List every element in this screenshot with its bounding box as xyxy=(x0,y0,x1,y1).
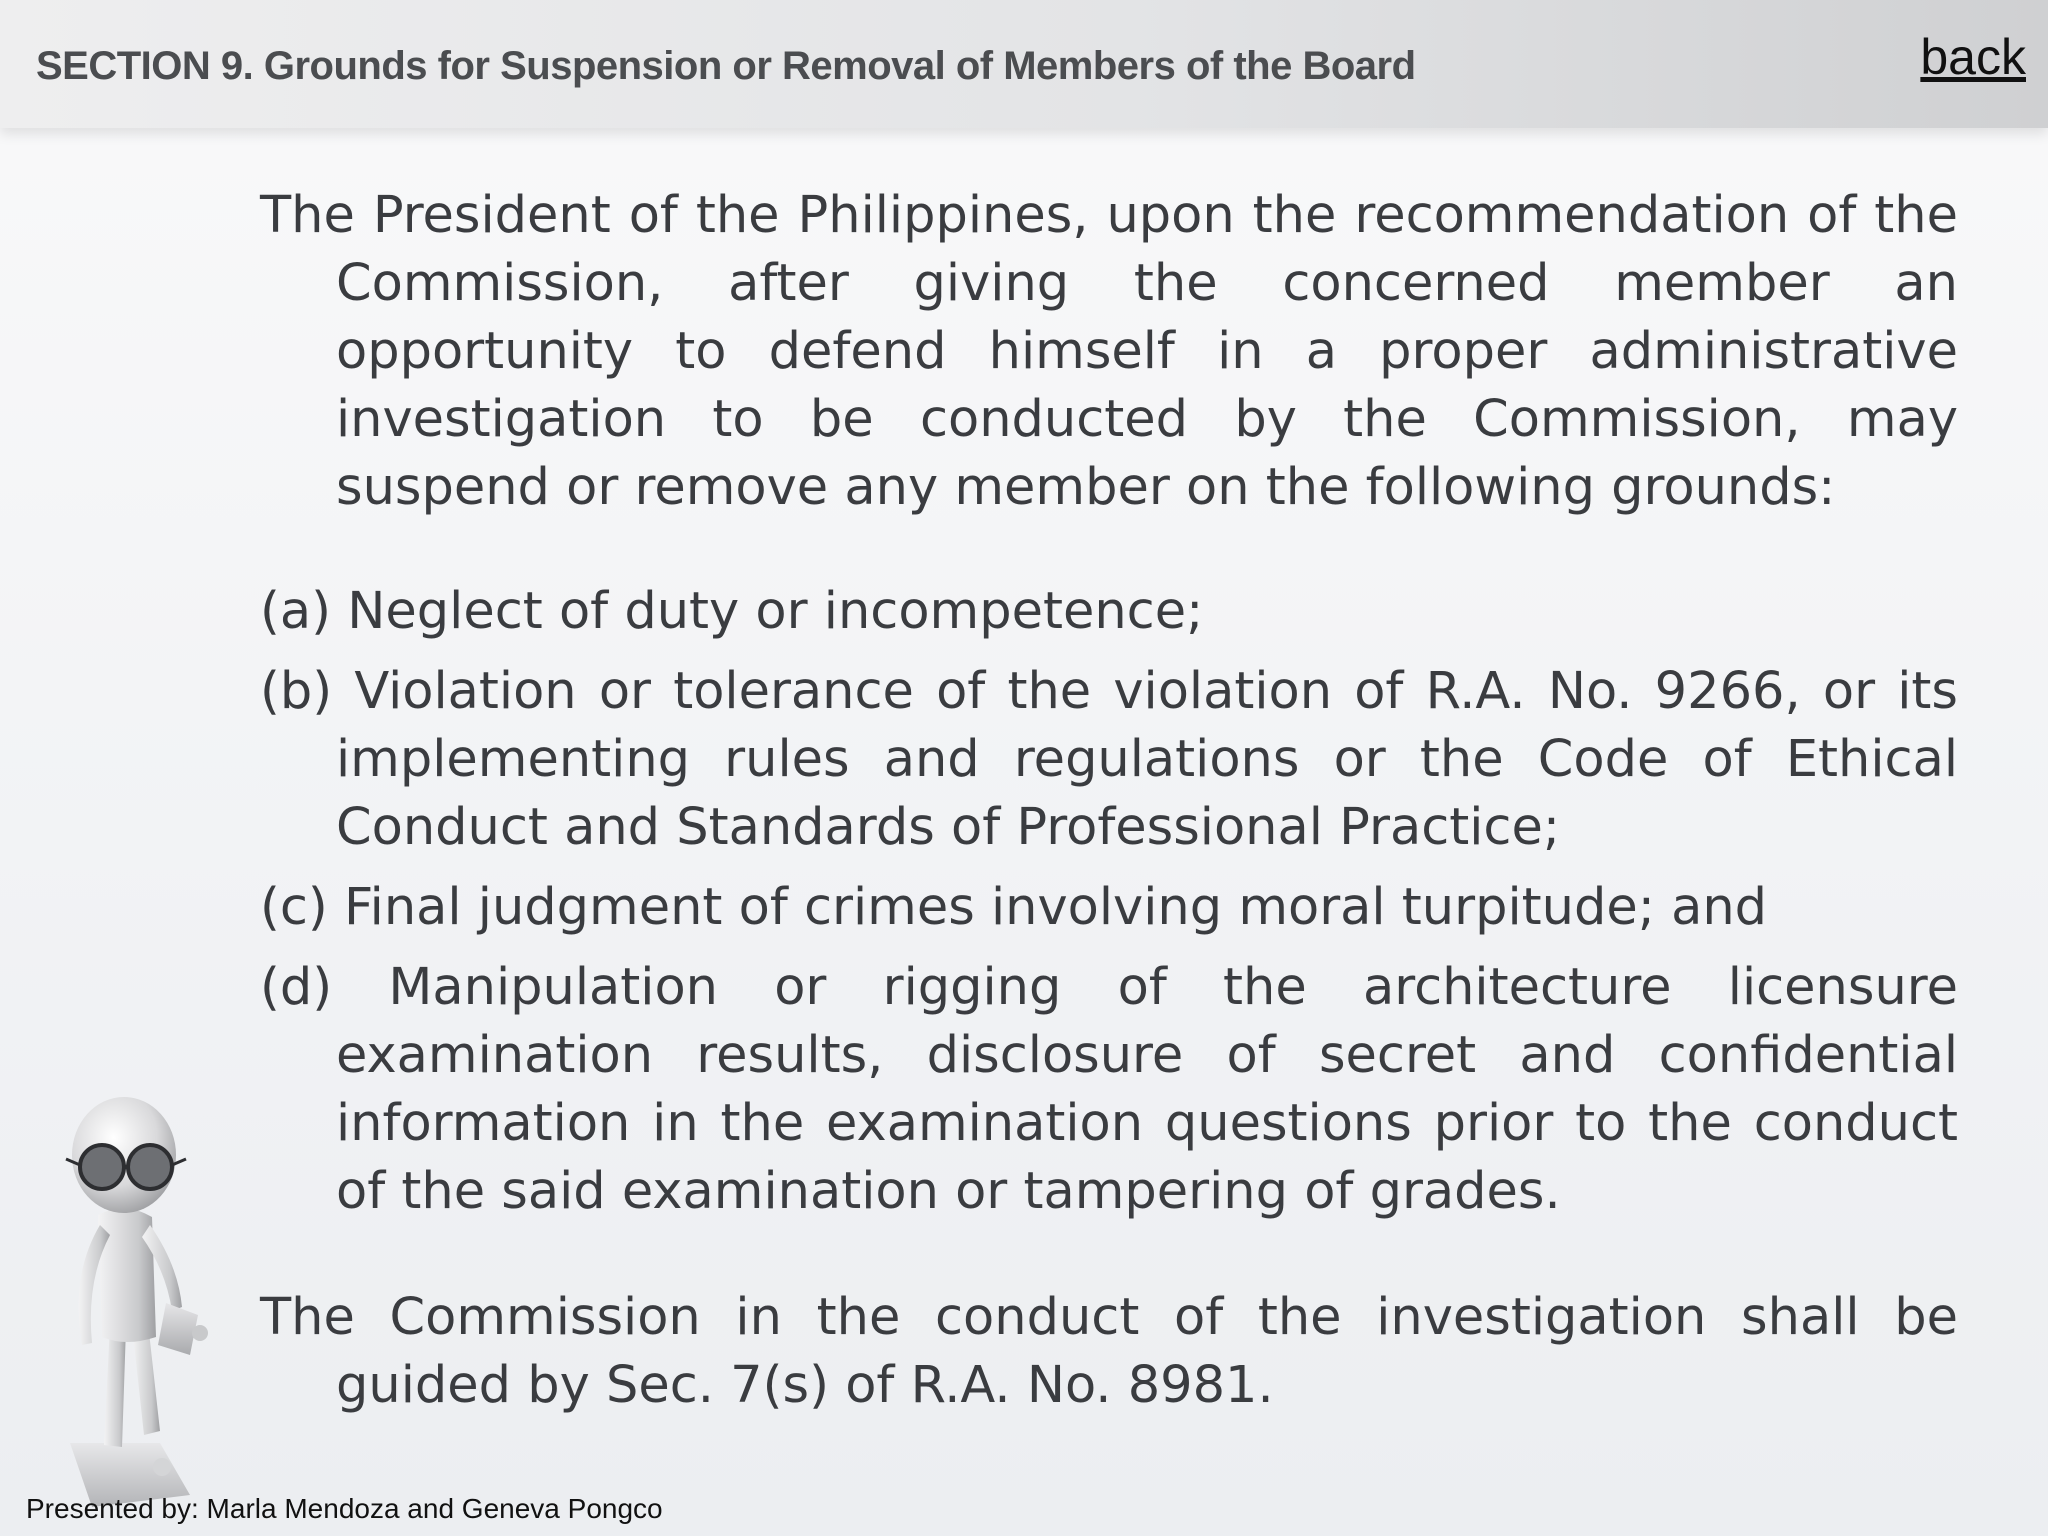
ground-item-c: (c) Final judgment of crimes involving moral turpitude; and xyxy=(260,878,1768,937)
slide-content xyxy=(260,182,1958,1420)
closing-paragraph: The Commission in the conduct of the investigation shall be guided by Sec. 7(s) of R.A. No. 8981. xyxy=(260,1288,1958,1415)
ground-item-a: (a) Neglect of duty or incompetence; xyxy=(260,582,1204,641)
slide-header xyxy=(0,0,2048,128)
section-title: SECTION 9. Grounds for Suspension or Removal of Members of the Board xyxy=(36,44,1416,88)
presenters-footer: Presented by: Marla Mendoza and Geneva Pongco xyxy=(26,1493,663,1524)
ground-item-d: (d) Manipulation or rigging of the architecture licensure examination results, disclosure of secret and confidential information in the examination questions prior to the conduct of the said examination or tampering of grades. xyxy=(260,958,1958,1221)
back-link[interactable]: back xyxy=(1920,29,2026,85)
thinking-figure-with-puzzle-icon xyxy=(40,1075,210,1515)
intro-paragraph: The President of the Philippines, upon the recommendation of the Commission, after giving the concerned member an opportunity to defend himself in a proper administrative investigation to be conducted by the Commission, may suspend or remove any member on the following grounds: xyxy=(260,186,1958,517)
ground-item-b: (b) Violation or tolerance of the violation of R.A. No. 9266, or its implementing rules and regulations or the Code of Ethical Conduct and Standards of Professional Practice; xyxy=(260,662,1958,857)
